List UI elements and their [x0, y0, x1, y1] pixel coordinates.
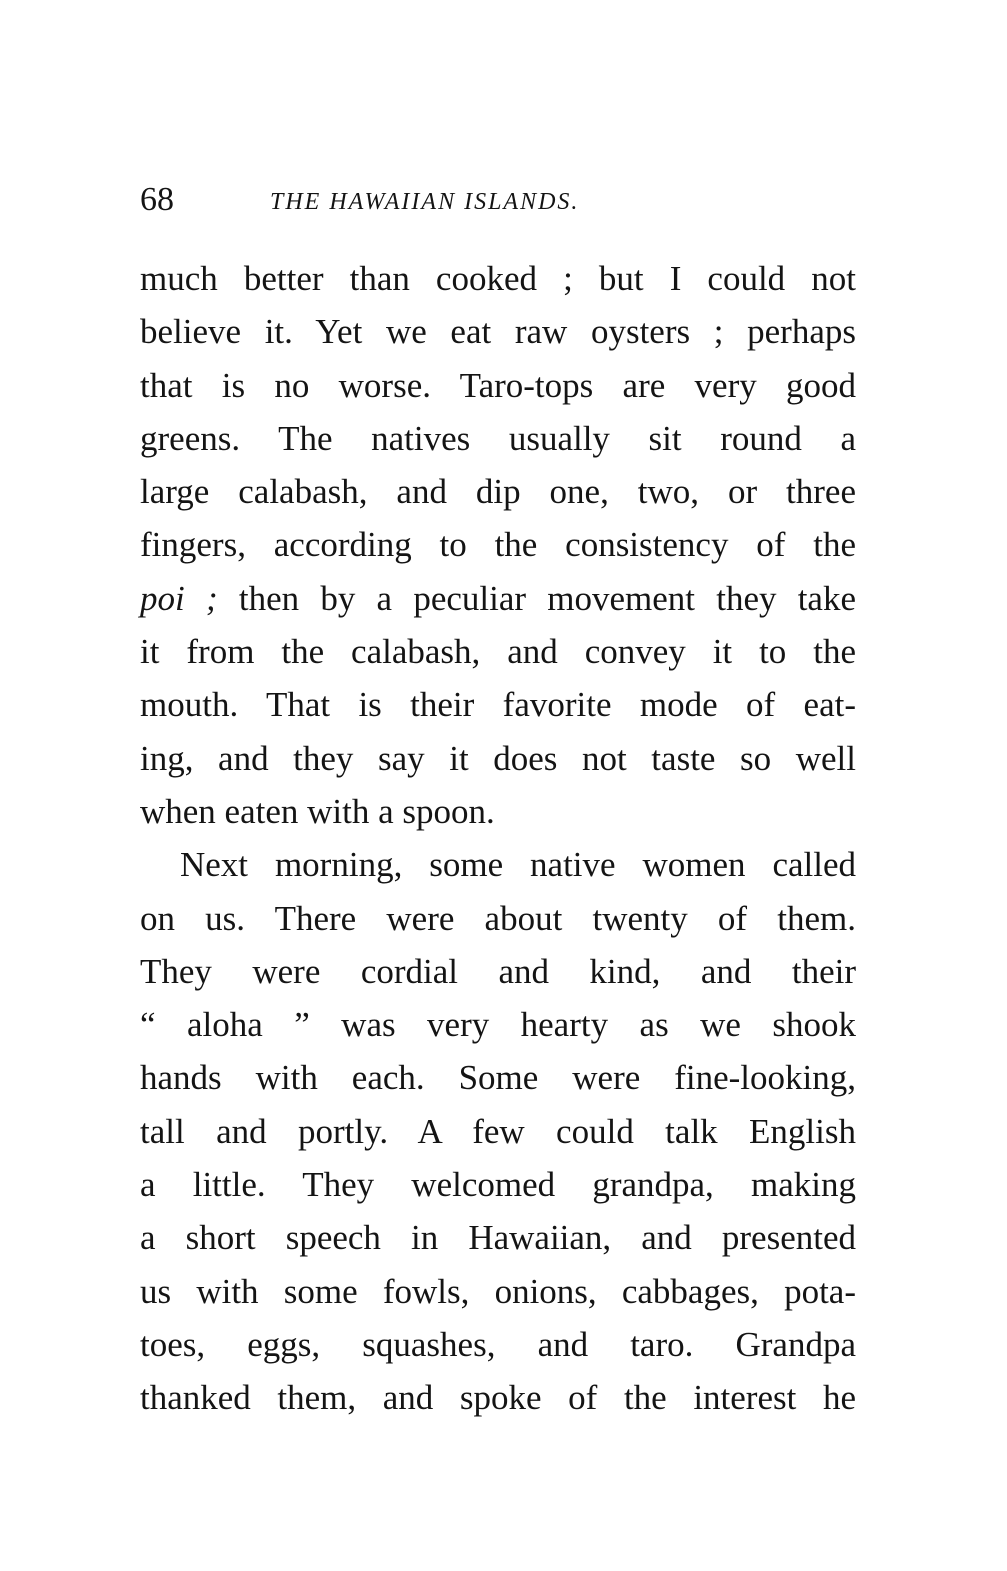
page-number: 68 [140, 181, 174, 218]
italic-word: poi ; [140, 578, 218, 618]
text-line: us with some fowls, onions, cabbages, pota- [140, 1271, 856, 1311]
text-line: much better than cooked ; but I could not [140, 259, 856, 298]
running-head [140, 178, 860, 222]
text-line: greens. The natives usually sit round a [140, 418, 856, 458]
text-line-with-italic [140, 572, 856, 625]
text-line: on us. There were about twenty of them. [140, 898, 856, 938]
text-line: fingers, according to the consistency of the [140, 525, 856, 565]
text-line: a short speech in Hawaiian, and presented [140, 1218, 856, 1258]
text-line: a little. They welcomed grandpa, making [140, 1165, 856, 1205]
text-line: mouth. That is their favorite mode of eat- [140, 685, 856, 725]
text-line: “ aloha ” was very hearty as we shook [140, 1005, 856, 1045]
text-line: thanked them, and spoke of the interest he [140, 1378, 856, 1418]
text-line: hands with each. Some were fine-looking, [140, 1058, 856, 1098]
text-line: ing, and they say it does not taste so well [140, 738, 856, 778]
text-line: toes, eggs, squashes, and taro. Grandpa [140, 1324, 856, 1364]
text-line: They were cordial and kind, and their [140, 951, 856, 991]
text-line: it from the calabash, and convey it to the [140, 632, 856, 672]
paragraph-1 [140, 252, 856, 838]
paragraph-2 [140, 838, 856, 1424]
text-line: when eaten with a spoon. [140, 791, 495, 831]
text-line-rest: then by a peculiar movement they take [238, 578, 856, 618]
text-line: that is no worse. Taro-tops are very good [140, 365, 856, 405]
text-line: Next morning, some native women called [180, 845, 856, 885]
text-line: tall and portly. A few could talk English [140, 1111, 856, 1151]
body-text [140, 252, 856, 1425]
running-title: THE HAWAIIAN ISLANDS. [270, 189, 580, 215]
text-line: large calabash, and dip one, two, or three [140, 472, 856, 512]
text-line: believe it. Yet we eat raw oysters ; perhaps [140, 312, 856, 352]
